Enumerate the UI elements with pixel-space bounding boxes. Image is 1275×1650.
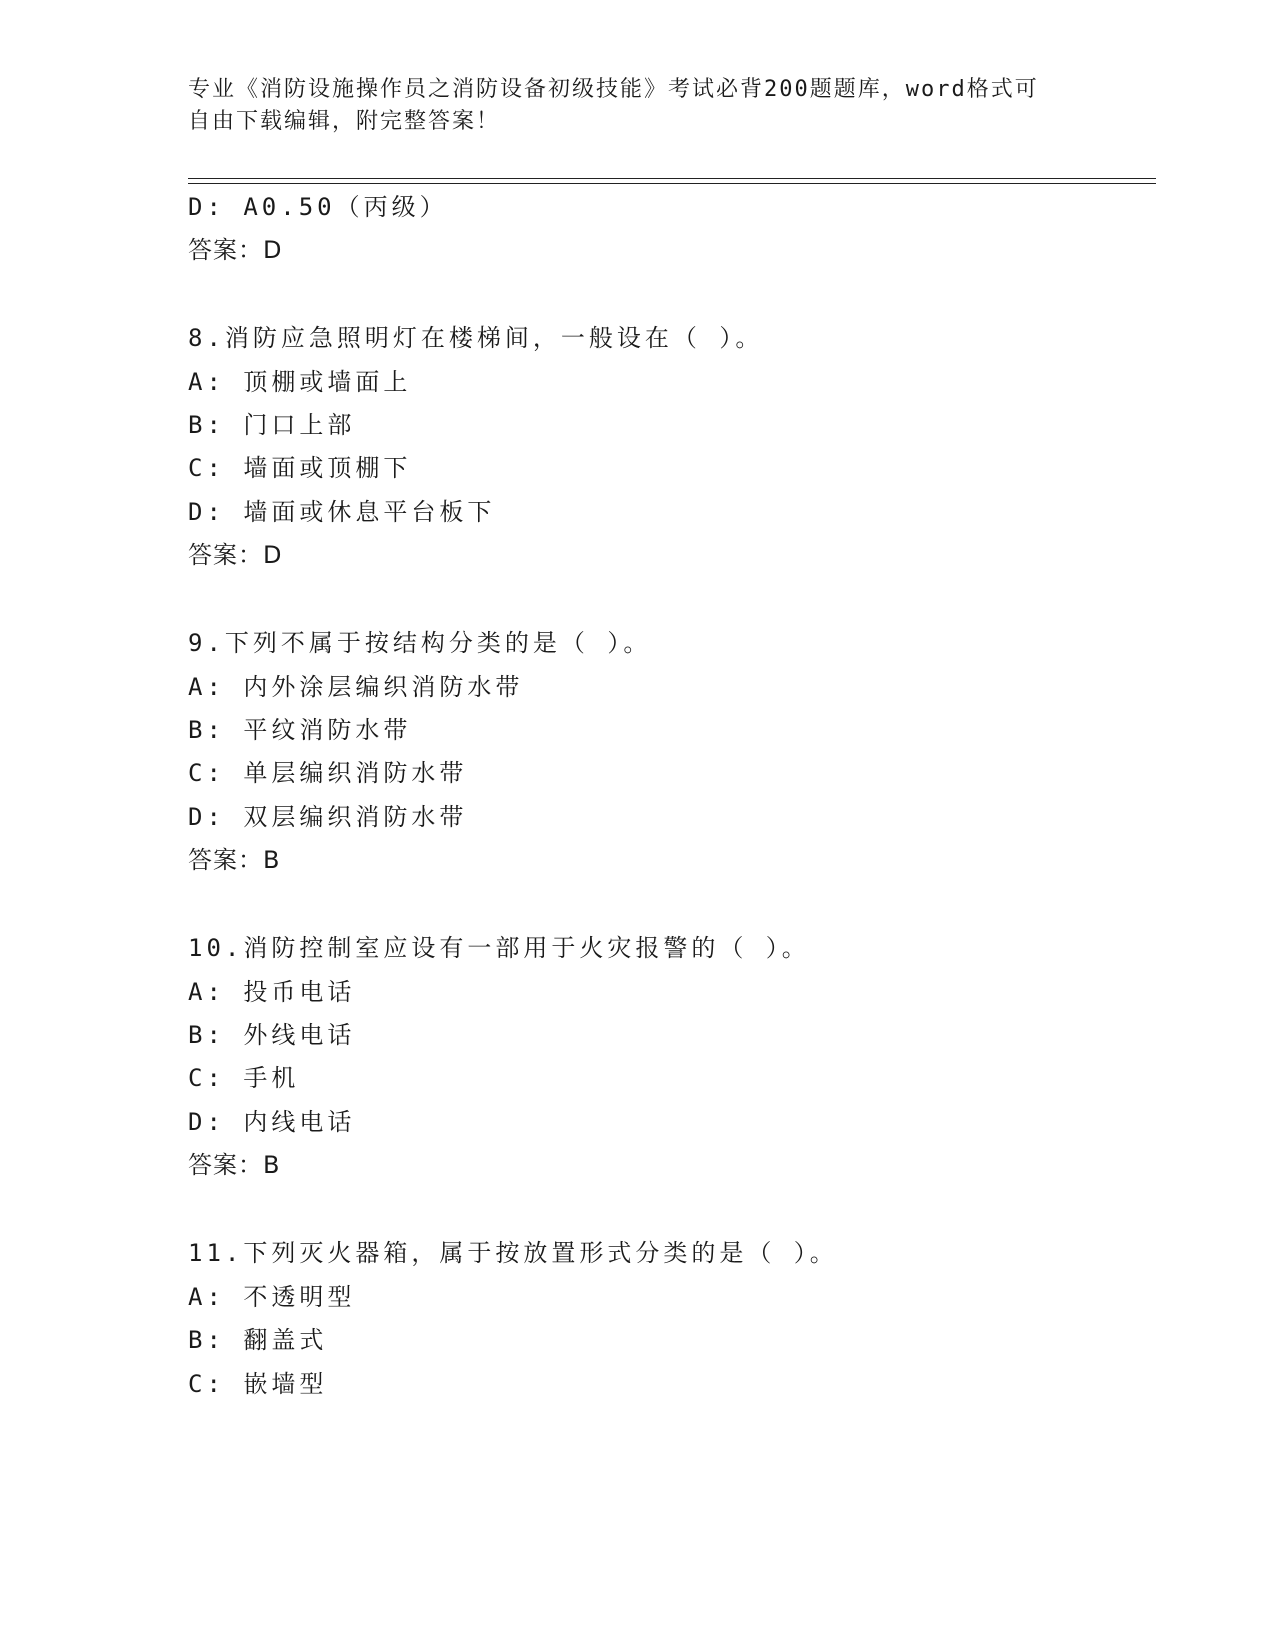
q8-option-b: B: 门口上部 [188,411,356,439]
q9-option-c: C: 单层编织消防水带 [188,759,468,787]
header-line-2: 自由下载编辑，附完整答案！ [188,109,501,134]
q10-option-c: C: 手机 [188,1064,300,1092]
q9-answer: 答案：B [188,846,281,874]
header-rule-top [188,178,1156,179]
q8-answer: 答案：D [188,541,283,569]
q10-option-a: A: 投币电话 [188,978,356,1006]
q10-option-d: D: 内线电话 [188,1108,356,1136]
q11-option-a: A: 不透明型 [188,1283,356,1311]
q10-question: 10.消防控制室应设有一部用于火灾报警的（ ）。 [188,934,810,962]
header-rule-bottom [188,183,1156,184]
q8-option-d: D: 墙面或休息平台板下 [188,498,496,526]
q8-option-c: C: 墙面或顶棚下 [188,454,412,482]
q10-answer: 答案：B [188,1151,281,1179]
q7-option-d: D: A0.50（丙级） [188,193,448,221]
q10-option-b: B: 外线电话 [188,1021,356,1049]
q9-option-b: B: 平纹消防水带 [188,716,412,744]
header-line-1: 专业《消防设施操作员之消防设备初级技能》考试必背200题题库，word格式可 [188,77,1039,102]
q9-option-a: A: 内外涂层编织消防水带 [188,673,524,701]
q11-option-b: B: 翻盖式 [188,1326,328,1354]
q8-question: 8.消防应急照明灯在楼梯间，一般设在（ ）。 [188,324,764,352]
q11-question: 11.下列灭火器箱，属于按放置形式分类的是（ ）。 [188,1239,838,1267]
q11-option-c: C: 嵌墙型 [188,1370,328,1398]
q9-question: 9.下列不属于按结构分类的是（ ）。 [188,629,652,657]
document-header [188,74,1068,138]
q8-option-a: A: 顶棚或墙面上 [188,368,412,396]
q9-option-d: D: 双层编织消防水带 [188,803,468,831]
q7-answer: 答案：D [188,236,283,264]
